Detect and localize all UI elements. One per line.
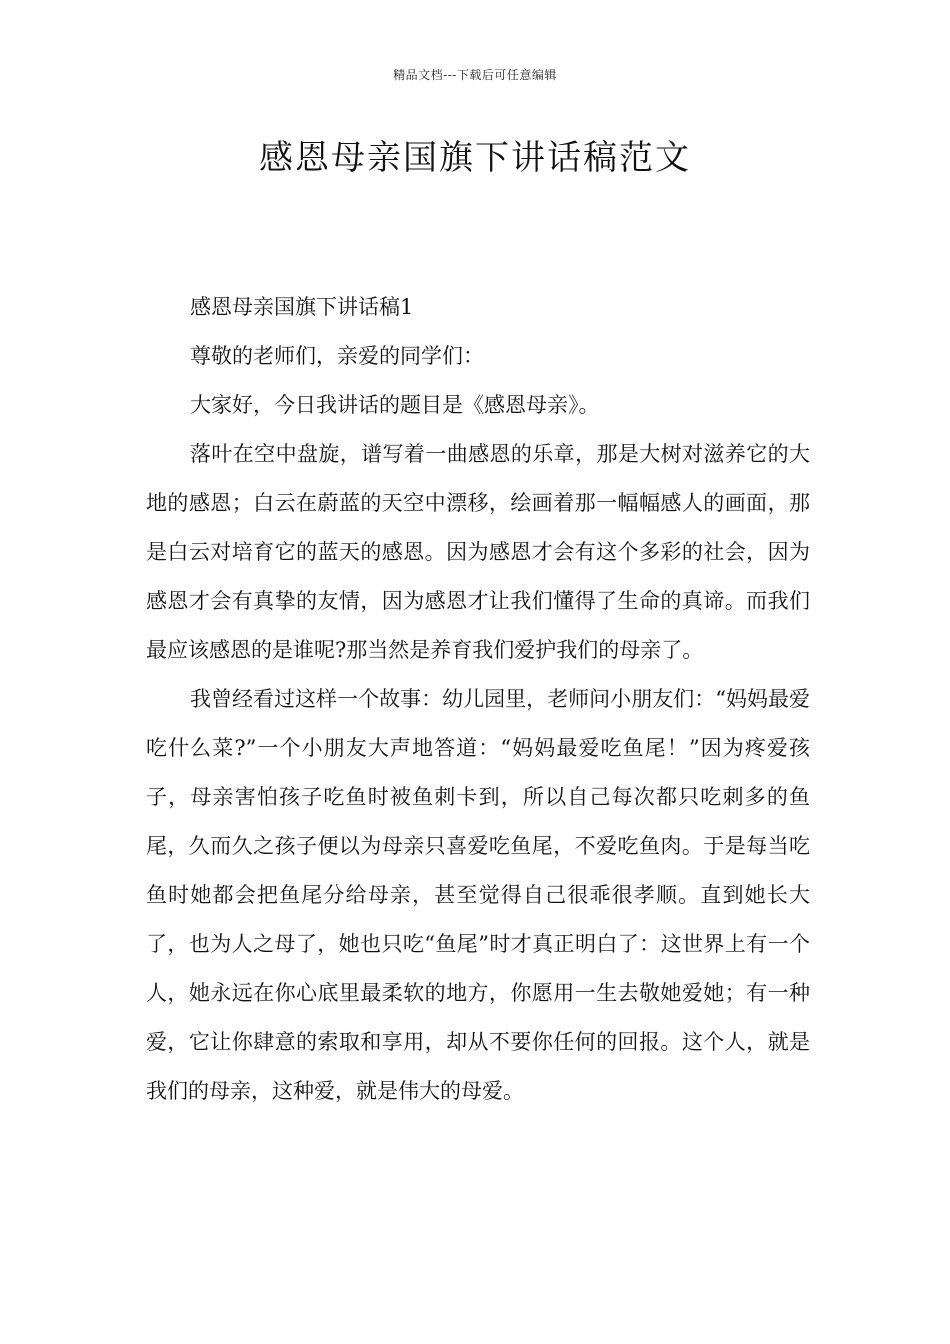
- document-title: 感恩母亲国旗下讲话稿范文: [259, 138, 691, 178]
- document-body: [146, 283, 810, 1116]
- body-paragraph-salutation: 尊敬的老师们，亲爱的同学们：: [190, 344, 484, 368]
- header-note: 精品文档---下载后可任意编辑: [393, 68, 557, 82]
- body-paragraph: 我曾经看过这样一个故事：幼儿园里，老师问小朋友们：“妈妈最爱吃什么菜?”一个小朋友大声地答道：“妈妈最爱吃鱼尾！”因为疼爱孩子，母亲害怕孩子吃鱼时被鱼刺卡到，所以自己每次都只吃刺多的鱼尾，久而久之孩子便以为母亲只喜爱吃鱼尾，不爱吃鱼肉。于是每当吃鱼时她都会把鱼尾分给母亲，甚至觉得自己很乖很孝顺。直到她长大了，也为人之母了，她也只吃“鱼尾”时才真正明白了：这世界上有一个人，她永远在你心底里最柔软的地方，你愿用一生去敬她爱她；有一种爱，它让你肆意的索取和享用，却从不要你任何的回报。这个人，就是我们的母亲，这种爱，就是伟大的母爱。: [146, 687, 810, 1103]
- body-paragraph: 落叶在空中盘旋，谱写着一曲感恩的乐章，那是大树对滋养它的大地的感恩；白云在蔚蓝的天空中漂移，绘画着那一幅幅感人的画面，那是白云对培育它的蓝天的感恩。因为感恩才会有这个多彩的社会，因为感恩才会有真挚的友情，因为感恩才让我们懂得了生命的真谛。而我们最应该感恩的是谁呢?那当然是养育我们爱护我们的母亲了。: [146, 442, 810, 662]
- body-paragraph-subtitle: 感恩母亲国旗下讲话稿1: [190, 295, 414, 319]
- body-paragraph-greeting: 大家好，今日我讲话的题目是《感恩母亲》。: [190, 393, 600, 417]
